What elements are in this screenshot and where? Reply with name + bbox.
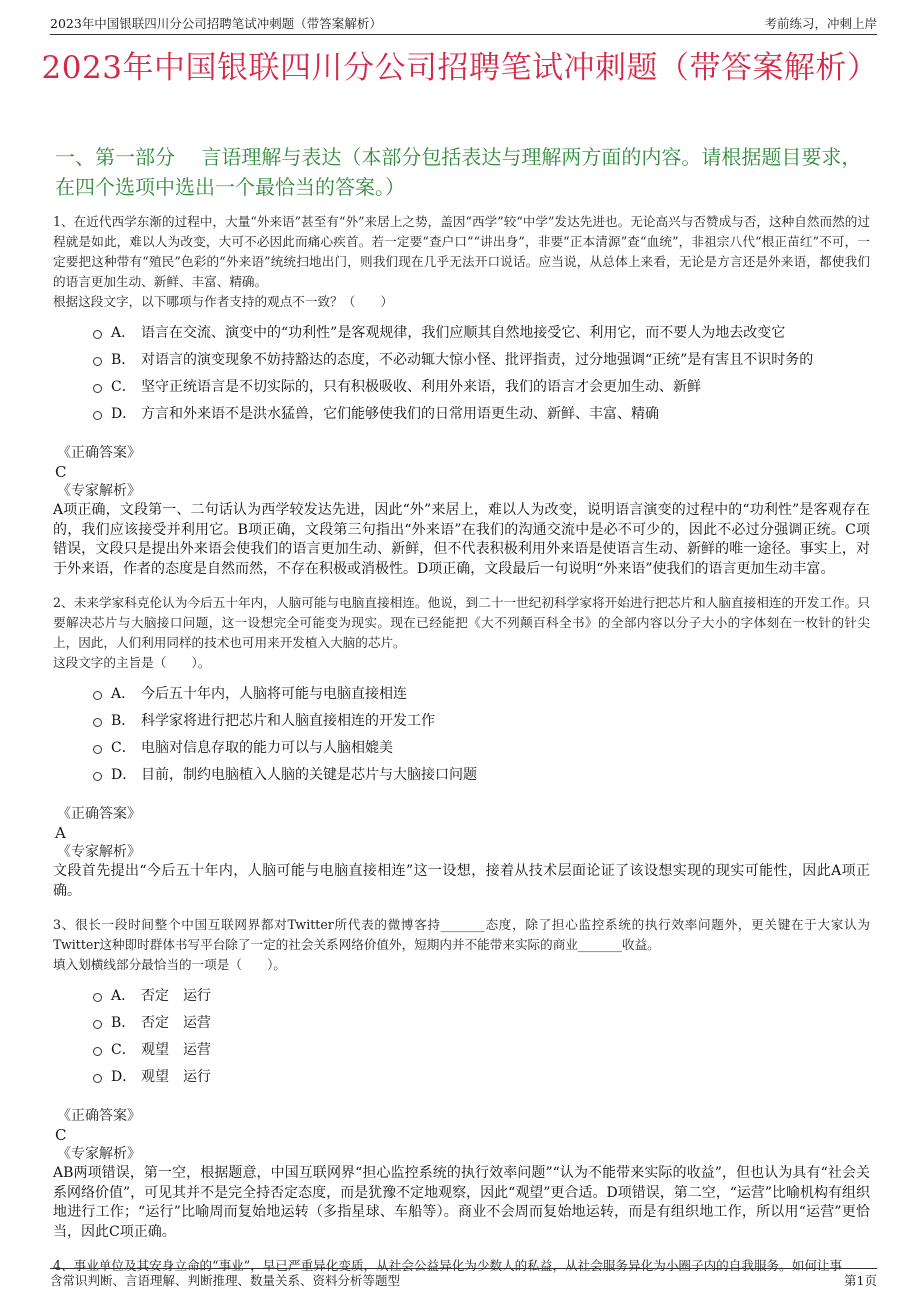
page-footer <box>50 1268 877 1289</box>
radio-button[interactable] <box>93 357 102 366</box>
option-letter: A． <box>111 987 136 1004</box>
option-letter: C． <box>111 739 136 756</box>
radio-button[interactable] <box>93 330 102 339</box>
question-stem: 2、未来学家科克伦认为今后五十年内，人脑可能与电脑直接相连。他说，到二十一世纪初科学家将开始进行把芯片和人脑直接相连的开发工作。只要解决芯片与大脑接口问题，这一设想完全可能变为现实。现在已经能把《大不列颠百科全书》的全部内容以分子大小的字体刻在一枚针的针尖上，因此，人们利用同样的技术也可用来开发植入大脑的芯片。 <box>53 595 870 650</box>
explanation-label: 《专家解析》 <box>57 483 141 499</box>
question-block <box>53 915 870 1242</box>
option-letter: B． <box>111 351 136 368</box>
footer-topics: 含常识判断、言语理解、判断推理、数量关系、资料分析等题型 <box>50 1273 401 1288</box>
explanation-text: A项正确，文段第一、二句话认为西学较发达先进，因此“外”来居上，难以人为改变，说明语言演变的过程中的“功利性”是客观存在的，我们应该接受并利用它。B项正确，文段第三句指出“外来语”在我们的沟通交流中是必不可少的，因此不必过分强调正统。C项错误，文段只是提出外来语会使我们的语言更加生动、新鲜，但不代表积极利用外来语是使语言生动、新鲜的唯一途径。事实上，对于外来语，作者的态度是自然而然，不存在积极或消极性。D项正确，文段最后一句说明“外来语”使我们的语言更加生动丰富。 <box>53 502 870 577</box>
option-text: 目前，制约电脑植入人脑的关键是芯片与大脑接口问题 <box>141 766 477 783</box>
option-list <box>93 679 870 787</box>
option-text: 观望 运营 <box>141 1041 211 1058</box>
option-text: 方言和外来语不是洪水猛兽，它们能够使我们的日常用语更生动、新鲜、丰富、精确 <box>141 405 659 422</box>
answer-option[interactable] <box>93 760 870 787</box>
radio-button[interactable] <box>93 1074 102 1083</box>
answer-option[interactable] <box>93 399 870 426</box>
option-letter: D． <box>111 766 137 783</box>
radio-button[interactable] <box>93 1020 102 1029</box>
question-stem: 3、很长一段时间整个中国互联网界都对Twitter所代表的微博客持_______态度，除了担心监控系统的执行效率问题外，更关键在于大家认为Twitter这种即时群体书写平台除了一定的社会关系网络价值外，短期内并不能带来实际的商业_______收益。 <box>53 917 870 952</box>
question-stem-4: 4、事业单位及其安身立命的“事业”，早已严重异化变质，从社会公益异化为少数人的私益，从社会服务异化为小圈子内的自我服务。如何让事 <box>53 1258 843 1273</box>
option-text: 对语言的演变现象不妨持豁达的态度，不必动辄大惊小怪、批评指责，过分地强调“正统”是有害且不识时务的 <box>141 351 814 368</box>
radio-button[interactable] <box>93 772 102 781</box>
page-number: 第1页 <box>844 1273 877 1288</box>
question-block <box>53 593 870 901</box>
option-letter: C． <box>111 378 136 395</box>
option-letter: D． <box>111 1068 137 1085</box>
question-list <box>53 212 870 1276</box>
radio-button[interactable] <box>93 384 102 393</box>
explanation-text: 文段首先提出“今后五十年内，人脑可能与电脑直接相连”这一设想，接着从技术层面论证了该设想实现的现实可能性，因此A项正确。 <box>53 863 870 899</box>
option-letter: A． <box>111 685 136 702</box>
option-text: 科学家将进行把芯片和人脑直接相连的开发工作 <box>141 712 435 729</box>
page-header <box>50 10 877 35</box>
option-text: 否定 运营 <box>141 1014 211 1031</box>
answer-option[interactable] <box>93 372 870 399</box>
option-letter: B． <box>111 712 136 729</box>
explanation-label: 《专家解析》 <box>57 1146 141 1162</box>
correct-answer: A <box>55 824 66 842</box>
explanation-label: 《专家解析》 <box>57 844 141 860</box>
correct-answer: C <box>55 463 67 481</box>
answer-option[interactable] <box>93 981 870 1008</box>
radio-button[interactable] <box>93 745 102 754</box>
answer-option[interactable] <box>93 318 870 345</box>
answer-option[interactable] <box>93 1008 870 1035</box>
option-letter: C． <box>111 1041 136 1058</box>
question-block <box>53 212 870 579</box>
header-doc-title: 2023年中国银联四川分公司招聘笔试冲刺题（带答案解析） <box>50 16 382 31</box>
option-list <box>93 981 870 1089</box>
radio-button[interactable] <box>93 993 102 1002</box>
explanation-text: AB两项错误，第一空，根据题意，中国互联网界“担心监控系统的执行效率问题”“认为不能带来实际的收益”，但也认为具有“社会关系网络价值”，可见其并不是完全持否定态度，而是犹豫不定地观察，因此“观望”更合适。D项错误，第二空，“运营”比喻机构有组织地进行工作；“运行”比喻周而复始地运转（多指星球、车船等）。商业不会周而复始地运转，而是有组织地工作，所以用“运营”更恰当，因此C项正确。 <box>53 1165 871 1240</box>
option-text: 观望 运行 <box>141 1068 211 1085</box>
section-heading: 一、第一部分 言语理解与表达（本部分包括表达与理解两方面的内容。请根据题目要求，在四个选项中选出一个最恰当的答案。） <box>55 145 862 199</box>
answer-label: 《正确答案》 <box>57 445 141 461</box>
document-title: 2023年中国银联四川分公司招聘笔试冲刺题（带答案解析） <box>41 50 879 86</box>
answer-option[interactable] <box>93 345 870 372</box>
question-prompt: 这段文字的主旨是（ ）。 <box>53 655 211 670</box>
question-prompt: 填入划横线部分最恰当的一项是（ ）。 <box>53 957 286 972</box>
correct-answer: C <box>55 1126 67 1144</box>
answer-label: 《正确答案》 <box>57 1108 141 1124</box>
option-text: 语言在交流、演变中的“功利性”是客观规律，我们应顺其自然地接受它、利用它，而不要人为地去改变它 <box>141 324 786 341</box>
radio-button[interactable] <box>93 411 102 420</box>
answer-option[interactable] <box>93 1035 870 1062</box>
radio-button[interactable] <box>93 718 102 727</box>
option-text: 否定 运行 <box>141 987 211 1004</box>
answer-option[interactable] <box>93 706 870 733</box>
answer-label: 《正确答案》 <box>57 806 141 822</box>
radio-button[interactable] <box>93 1047 102 1056</box>
option-list <box>93 318 870 426</box>
option-text: 今后五十年内，人脑将可能与电脑直接相连 <box>141 685 407 702</box>
question-prompt: 根据这段文字，以下哪项与作者支持的观点不一致？（ ） <box>53 294 394 309</box>
answer-option[interactable] <box>93 679 870 706</box>
header-slogan: 考前练习，冲刺上岸 <box>764 16 877 31</box>
radio-button[interactable] <box>93 691 102 700</box>
option-text: 坚守正统语言是不切实际的，只有积极吸收、利用外来语，我们的语言才会更加生动、新鲜 <box>141 378 701 395</box>
option-letter: A． <box>111 324 136 341</box>
answer-option[interactable] <box>93 733 870 760</box>
answer-option[interactable] <box>93 1062 870 1089</box>
option-letter: B． <box>111 1014 136 1031</box>
option-text: 电脑对信息存取的能力可以与人脑相媲美 <box>141 739 393 756</box>
option-letter: D． <box>111 405 137 422</box>
question-stem: 1、在近代西学东渐的过程中，大量“外来语”甚至有“外”来居上之势，盖因“西学”较“中学”发达先进也。无论高兴与否赞成与否，这种自然而然的过程就是如此，难以人为改变，大可不必因此而痛心疾首。若一定要“查户口”“讲出身”，非要“正本清源”查“血统”，非祖宗八代“根正苗红”不可，一定要把这种带有“殖民”色彩的“外来语”统统扫地出门，则我们现在几乎无法开口说话。应当说，从总体上来看，无论是方言还是外来语，都使我们的语言更加生动、新鲜、丰富、精确。 <box>53 214 870 289</box>
